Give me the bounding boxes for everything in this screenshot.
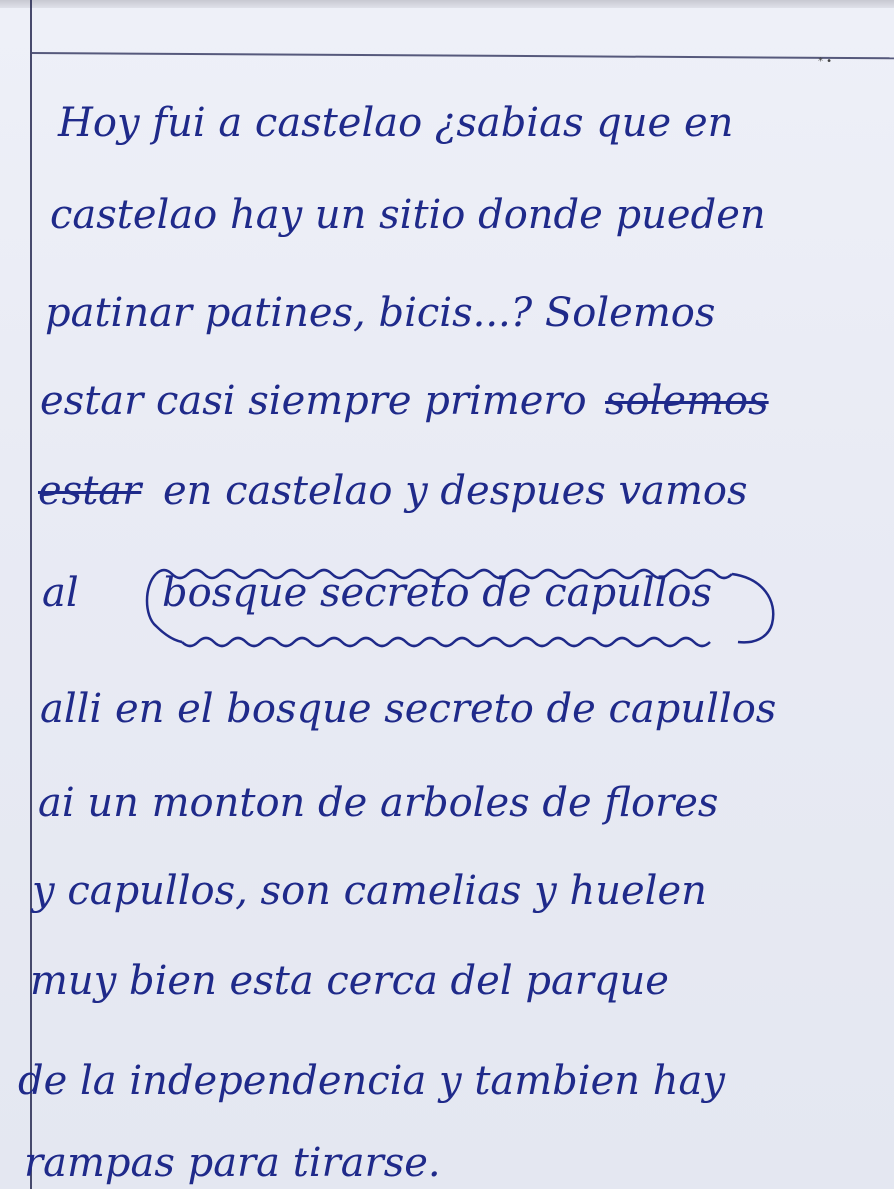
- header-rule: [32, 52, 894, 59]
- line-text: estar casi siempre primero: [40, 378, 587, 424]
- text-line-9: [0, 868, 894, 938]
- text-line-1: [0, 100, 894, 170]
- text-line-8: [0, 780, 894, 850]
- text-line-6: [0, 570, 894, 640]
- circled-phrase: bosque secreto de capullos: [162, 570, 713, 616]
- text-line-5: [0, 468, 894, 538]
- text-line-3: [0, 290, 894, 360]
- text-line-2: [0, 192, 894, 262]
- line-text: y capullos, son camelias y huelen: [32, 868, 707, 914]
- line-text: castelao hay un sitio donde pueden: [50, 192, 766, 238]
- page-top-edge: [0, 0, 894, 8]
- line-text: en castelao y despues vamos: [163, 468, 748, 514]
- line-text: Hoy fui a castelao ¿sabias que en: [58, 100, 734, 146]
- line-text: alli en el bosque secreto de capullos: [40, 686, 777, 732]
- text-line-7: [0, 686, 894, 756]
- corner-mark: * •: [818, 56, 833, 67]
- text-line-11: [0, 1058, 894, 1128]
- line-text: al: [42, 570, 79, 616]
- crossed-out-word: estar: [38, 468, 142, 514]
- line-text: patinar patines, bicis...? Solemos: [45, 290, 716, 336]
- text-line-12: [0, 1140, 894, 1189]
- line-text: ai un monton de arboles de flores: [38, 780, 719, 826]
- text-line-4: [0, 378, 894, 448]
- line-text: de la independencia y tambien hay: [18, 1058, 725, 1104]
- line-text: muy bien esta cerca del parque: [30, 958, 669, 1004]
- text-line-10: [0, 958, 894, 1028]
- line-text: rampas para tirarse.: [24, 1140, 441, 1186]
- crossed-out-word: solemos: [605, 378, 769, 424]
